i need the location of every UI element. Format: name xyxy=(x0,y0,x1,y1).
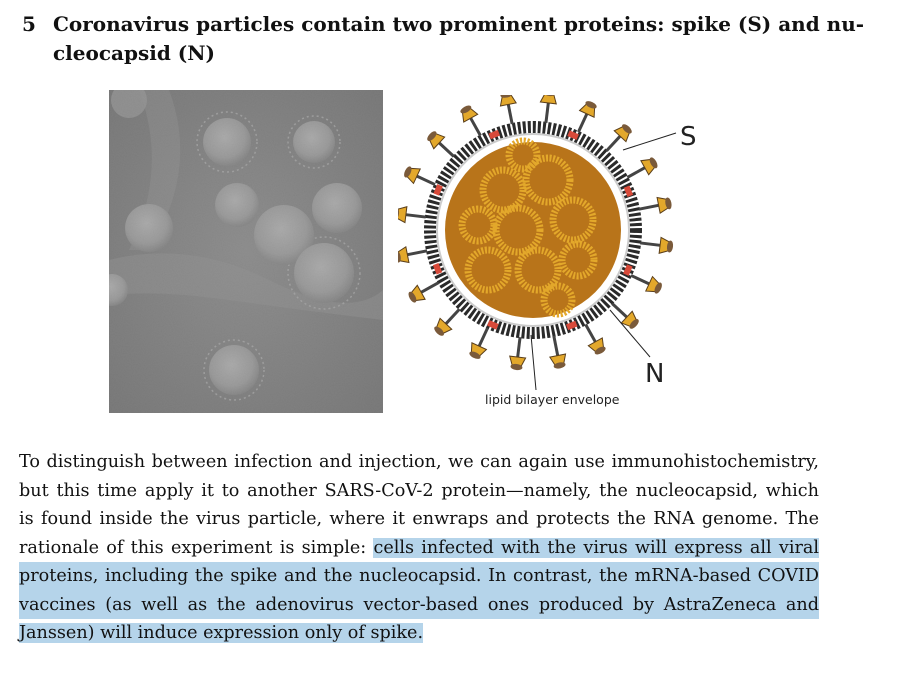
spike-protein xyxy=(499,95,517,124)
spike-protein xyxy=(627,156,659,178)
label-s: S xyxy=(680,122,697,152)
spike-protein xyxy=(639,196,673,214)
spike-protein xyxy=(403,165,435,185)
heading-line-2: cleocapsid (N) xyxy=(53,41,215,65)
spike-protein xyxy=(398,206,426,223)
micrograph-image xyxy=(109,90,383,413)
spike-protein xyxy=(398,247,427,265)
spike-protein xyxy=(586,324,608,356)
electron-micrograph xyxy=(109,90,383,413)
spike-protein xyxy=(459,104,481,136)
spike-protein xyxy=(433,309,460,337)
label-envelope: lipid bilayer envelope xyxy=(485,392,620,407)
heading-line-1: Coronavirus particles contain two prominent proteins: spike (S) and nu- xyxy=(53,12,865,36)
spike-protein xyxy=(509,337,526,370)
section-number: 5 xyxy=(22,12,36,36)
section-heading xyxy=(22,10,882,68)
paragraph-line xyxy=(19,534,819,563)
highlighted-text[interactable]: proteins, including the spike and the nucleocapsid. In contrast, the mRNA-based COVID xyxy=(19,562,819,591)
spike-protein xyxy=(540,95,557,123)
paragraph-line: To distinguish between infection and injection, we can again use immunohistochemistry, xyxy=(19,452,819,472)
highlighted-text[interactable]: Janssen) will induce expression only of spike. xyxy=(19,623,424,643)
paragraph-line: but this time apply it to another SARS-CoV-2 protein—namely, the nucleocapsid, which xyxy=(19,480,819,501)
paragraph-line: is found inside the virus particle, where it enwraps and protects the RNA genome. The xyxy=(19,509,819,529)
spike-protein xyxy=(631,275,663,295)
paragraph-line xyxy=(19,619,819,648)
spike-protein xyxy=(550,336,568,370)
highlighted-text[interactable]: cells infected with the virus will express all viral xyxy=(373,537,820,558)
body-paragraph xyxy=(19,448,819,648)
spike-protein xyxy=(468,328,488,360)
paragraph-text: rationale of this experiment is simple: xyxy=(19,537,374,558)
s-pointer-line xyxy=(623,133,676,150)
label-n: N xyxy=(645,359,665,389)
spike-protein xyxy=(407,283,439,305)
virus-diagram xyxy=(398,95,708,415)
envelope-pointer-line xyxy=(531,335,536,390)
spike-protein xyxy=(426,130,454,157)
spike-protein xyxy=(578,100,598,132)
spike-protein xyxy=(606,123,633,151)
virus-diagram-svg xyxy=(398,95,708,415)
spike-protein xyxy=(640,237,673,254)
highlighted-text[interactable]: vaccines (as well as the adenovirus vector-based ones produced by AstraZeneca and xyxy=(19,591,819,620)
